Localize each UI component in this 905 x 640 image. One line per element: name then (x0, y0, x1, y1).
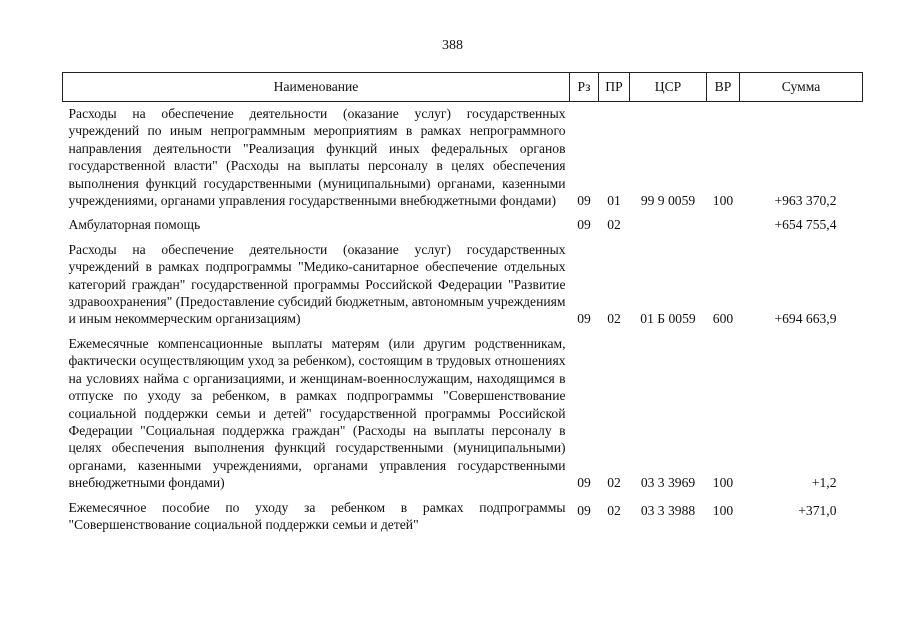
row-sum: +963 370,2 (774, 193, 837, 209)
table-row (63, 102, 863, 214)
row-pr: 02 (607, 311, 621, 327)
row-vr: 100 (712, 502, 734, 518)
header-csr: ЦСР (630, 73, 707, 102)
table-row (63, 213, 863, 237)
header-sum: Сумма (740, 73, 863, 102)
row-rz: 09 (577, 475, 591, 491)
header-pr: ПР (599, 73, 630, 102)
row-rz: 09 (577, 193, 591, 209)
row-csr (630, 213, 707, 237)
row-csr: 03 3 3988 (640, 502, 696, 518)
table-row (63, 496, 863, 534)
row-sum: +654 755,4 (774, 217, 837, 233)
row-name: Расходы на обеспечение деятельности (оказание услуг) государственных учреждений в рамках подпрограммы "Медико-санитарное обеспечение отдельных категорий граждан" государственной программы Российской Федерации "Развитие здравоохранения" (Предоставление субсидий бюджетным, автономным учреждениям и иным некоммерческим организациям) (68, 241, 566, 327)
row-vr: 100 (712, 475, 734, 491)
header-vr: ВР (707, 73, 740, 102)
row-pr: 01 (607, 193, 621, 209)
header-rz: Рз (570, 73, 599, 102)
row-rz: 09 (577, 311, 591, 327)
row-name: Ежемесячные компенсационные выплаты матерям (или другим родственникам, фактически осуществляющим уход за ребенком), состоящим в трудовых отношениях на условиях найма с организациями, и женщинам-военнослужащим, находящимся в отпуске по уходу за ребенком, в рамках подпрограммы "Совершенствование социальной поддержки семьи и детей" государственной программы Российской Федерации "Социальная поддержка граждан" (Расходы на выплаты персоналу в целях обеспечения выполнения функций государственными (муниципальными) органами, казенными учреждениями, органами управления государственными внебюджетными фондами) (68, 335, 566, 491)
row-name: Амбулаторная помощь (68, 217, 201, 233)
page-number: 388 (442, 38, 463, 53)
row-pr: 02 (607, 217, 621, 233)
row-csr: 01 Б 0059 (640, 311, 696, 327)
header-name: Наименование (63, 73, 570, 102)
row-rz: 09 (577, 217, 591, 233)
row-rz: 09 (577, 502, 591, 518)
row-name: Ежемесячное пособие по уходу за ребенком в рамках подпрограммы "Совершенствование социальной поддержки семьи и детей" (68, 499, 566, 532)
table-header-row (63, 73, 863, 102)
row-vr (707, 213, 740, 237)
row-vr: 100 (712, 193, 734, 209)
row-pr: 02 (607, 475, 621, 491)
budget-table (62, 72, 863, 533)
table-row (63, 238, 863, 332)
row-sum: +1,2 (811, 475, 837, 491)
row-sum: +371,0 (798, 502, 837, 518)
table-row (63, 332, 863, 496)
row-csr: 99 9 0059 (640, 193, 696, 209)
row-pr: 02 (607, 502, 621, 518)
row-sum: +694 663,9 (774, 311, 837, 327)
row-vr: 600 (712, 311, 734, 327)
row-name: Расходы на обеспечение деятельности (оказание услуг) государственных учреждений по иным непрограммным мероприятиям в рамках непрограммного направления деятельности "Реализация функций иных федеральных органов государственной власти" (Расходы на выплаты персоналу в целях обеспечения выполнения функций государственными (муниципальными) органами, казенными учреждениями, органами управления государственными внебюджетными фондами) (68, 106, 566, 209)
row-csr: 03 3 3969 (640, 475, 696, 491)
